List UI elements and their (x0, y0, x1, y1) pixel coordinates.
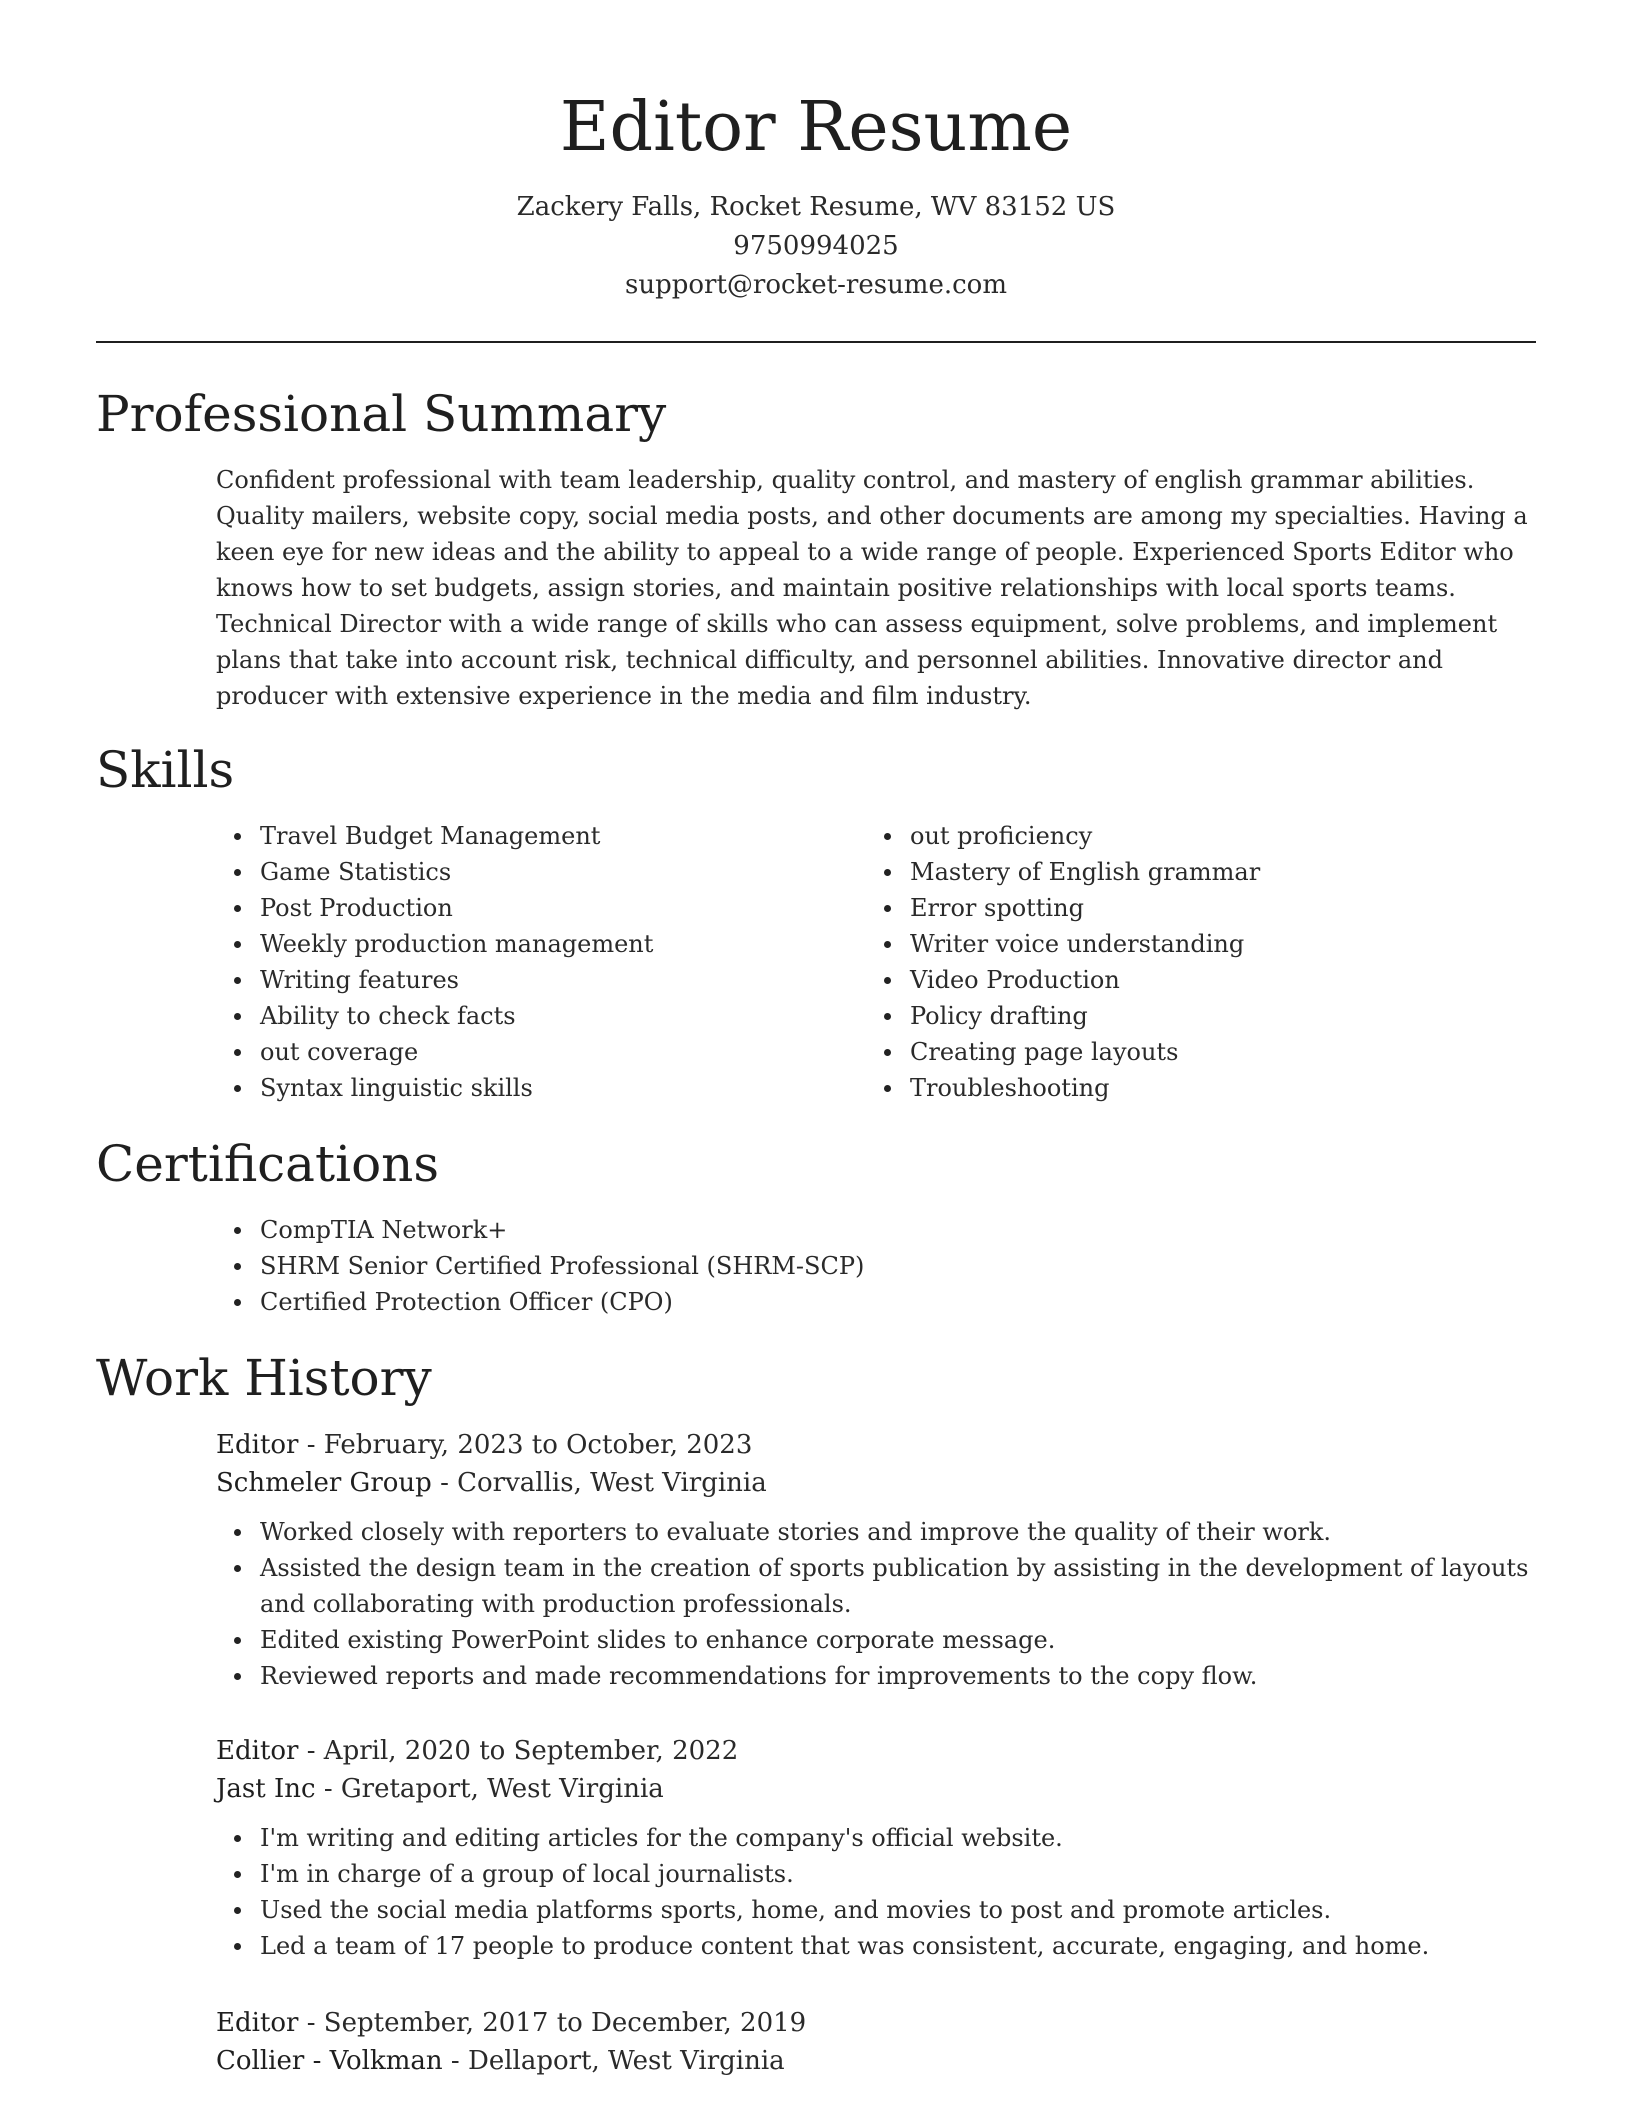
job-bullet: I'm writing and editing articles for the company's official website. (216, 1820, 1538, 1856)
job-separator: - (306, 1736, 324, 1766)
certification-item: Certified Protection Officer (CPO) (216, 1284, 1516, 1320)
job-title: Editor (216, 2008, 299, 2038)
contact-email: support@rocket-resume.com (624, 270, 1007, 300)
skill-item: out proficiency (866, 818, 1486, 854)
certification-item: CompTIA Network+ (216, 1212, 1516, 1248)
summary-heading: Professional Summary (96, 385, 667, 443)
certifications-list (216, 1212, 1516, 1320)
job-bullet: Assisted the design team in the creation of sports publication by assisting in the development of layouts and collaborating with production professionals. (216, 1550, 1538, 1622)
skill-item: Game Statistics (216, 854, 836, 890)
job-company-line (216, 2042, 1538, 2080)
job-location: Corvallis, West Virginia (457, 1468, 767, 1498)
skill-item: Error spotting (866, 890, 1486, 926)
certifications-heading: Certifications (96, 1135, 440, 1193)
job-bullet: Worked closely with reporters to evaluate stories and improve the quality of their work. (216, 1514, 1538, 1550)
job-entry (216, 1426, 1538, 1694)
job-entry (216, 1732, 1538, 1964)
job-title: Editor (216, 1736, 299, 1766)
skill-item: Weekly production management (216, 926, 836, 962)
job-separator: - (440, 1468, 458, 1498)
skill-item: Creating page layouts (866, 1034, 1486, 1070)
certifications-block (216, 1212, 1516, 1320)
job-dates: September, 2017 to December, 2019 (323, 2008, 807, 2038)
job-company: Collier - Volkman (216, 2046, 443, 2076)
job-bullets (172, 1514, 1538, 1694)
job-company: Jast Inc (216, 1774, 316, 1804)
job-title-line (216, 1426, 1538, 1464)
skill-item: Ability to check facts (216, 998, 836, 1034)
job-dates: February, 2023 to October, 2023 (323, 1430, 753, 1460)
header-divider (96, 341, 1536, 343)
skills-column-left (216, 818, 836, 1106)
skills-heading: Skills (96, 741, 235, 799)
job-bullet: Reviewed reports and made recommendations for improvements to the copy flow. (216, 1658, 1538, 1694)
skill-item: Policy drafting (866, 998, 1486, 1034)
job-bullet: I'm in charge of a group of local journalists. (216, 1856, 1538, 1892)
skill-item: Mastery of English grammar (866, 854, 1486, 890)
contact-address: Zackery Falls, Rocket Resume, WV 83152 US (516, 192, 1116, 222)
skill-item: Video Production (866, 962, 1486, 998)
job-company-line (216, 1464, 1538, 1502)
job-title-line (216, 1732, 1538, 1770)
contact-phone: 9750994025 (733, 231, 899, 261)
job-dates: April, 2020 to September, 2022 (323, 1736, 739, 1766)
skills-list-left (216, 818, 836, 1106)
job-separator: - (450, 2046, 468, 2076)
skills-column-right (866, 818, 1486, 1106)
summary-text: Confident professional with team leadership, quality control, and mastery of english grammar abilities. Quality mailers, website copy, social media posts, and other documents are among my specialties. Having a keen eye for new ideas and the ability to appeal to a wide range of people. Experienced Sports Editor who knows how to set budgets, assign stories, and maintain positive relationships with local sports teams. Technical Director with a wide range of skills who can assess equipment, solve problems, and implement plans that take into account risk, technical difficulty, and personnel abilities. Innovative director and producer with extensive experience in the media and film industry. (216, 466, 1528, 710)
resume-header (0, 0, 1632, 305)
job-title: Editor (216, 1430, 299, 1460)
skill-item: Troubleshooting (866, 1070, 1486, 1106)
job-location: Dellaport, West Virginia (467, 2046, 785, 2076)
job-location: Gretaport, West Virginia (340, 1774, 664, 1804)
skill-item: Writing features (216, 962, 836, 998)
job-separator: - (306, 1430, 324, 1460)
certification-item: SHRM Senior Certified Professional (SHRM-SCP) (216, 1248, 1516, 1284)
skill-item: Post Production (216, 890, 836, 926)
job-bullet: Edited existing PowerPoint slides to enhance corporate message. (216, 1622, 1538, 1658)
job-bullets (172, 1820, 1538, 1964)
contact-block (0, 188, 1632, 305)
job-bullet: Used the social media platforms sports, home, and movies to post and promote articles. (216, 1892, 1538, 1928)
resume-title: Editor Resume (559, 88, 1073, 167)
skills-list-right (866, 818, 1486, 1106)
skill-item: out coverage (216, 1034, 836, 1070)
job-entry (216, 2004, 1538, 2080)
skill-item: Syntax linguistic skills (216, 1070, 836, 1106)
job-company-line (216, 1770, 1538, 1808)
skill-item: Travel Budget Management (216, 818, 836, 854)
job-company: Schmeler Group (216, 1468, 432, 1498)
work-history-heading: Work History (96, 1349, 432, 1407)
job-bullet: Led a team of 17 people to produce content that was consistent, accurate, engaging, and home. (216, 1928, 1538, 1964)
job-separator: - (323, 1774, 341, 1804)
job-separator: - (306, 2008, 324, 2038)
skill-item: Writer voice understanding (866, 926, 1486, 962)
job-title-line (216, 2004, 1538, 2042)
